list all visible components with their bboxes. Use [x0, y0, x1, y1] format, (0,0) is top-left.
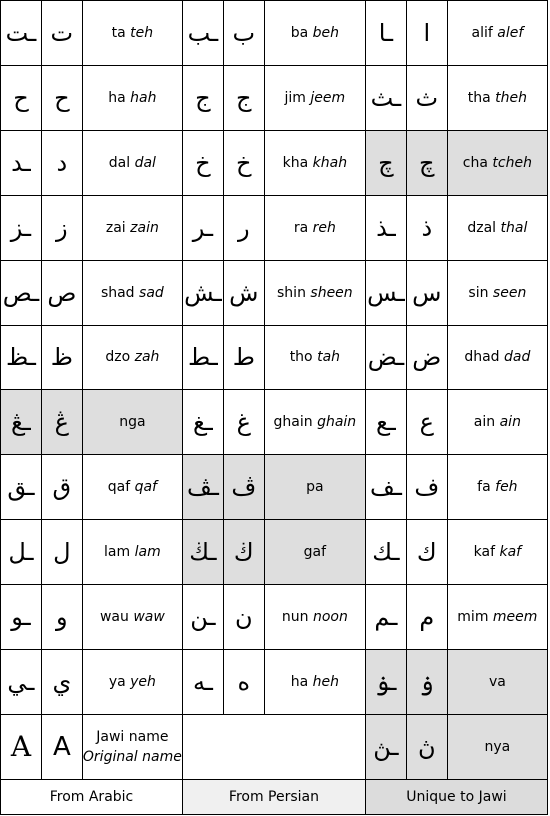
original-name: kaf	[499, 544, 522, 561]
original-name: khah	[312, 154, 348, 171]
original-name: waw	[133, 609, 165, 626]
letter-isolated-form: ه	[223, 650, 264, 715]
legend-row	[1, 714, 548, 779]
original-name: seen	[492, 284, 527, 301]
letter-name-cell	[447, 65, 547, 130]
letter-name-cell	[82, 455, 182, 520]
table-row	[1, 650, 548, 715]
table-body	[1, 1, 548, 780]
legend-jawi-name: Jawi name	[96, 728, 169, 745]
original-name: tcheh	[492, 154, 532, 171]
legend-names	[82, 714, 182, 779]
jawi-name: ha	[108, 89, 126, 106]
letter-isolated-form: ڬ	[223, 520, 264, 585]
letter-isolated-right: ج	[182, 65, 223, 130]
jawi-name: qaf	[107, 479, 131, 496]
table-row	[1, 325, 548, 390]
original-name: jeem	[310, 89, 346, 106]
letter-isolated-form: ر	[223, 195, 264, 260]
letter-isolated-right: ـا	[365, 1, 406, 66]
letter-isolated-form: ل	[41, 520, 82, 585]
letter-name-cell	[447, 714, 547, 779]
jawi-name: shad	[100, 284, 135, 301]
letter-isolated-form: ي	[41, 650, 82, 715]
letter-isolated-form: ق	[41, 455, 82, 520]
original-name: sad	[139, 284, 164, 301]
original-name: teh	[130, 24, 154, 41]
letter-isolated-form: س	[406, 260, 447, 325]
footer-row	[1, 780, 548, 815]
letter-isolated-right: ـن	[182, 585, 223, 650]
table-row	[1, 260, 548, 325]
original-name: zain	[130, 219, 159, 236]
original-name: tah	[317, 349, 341, 366]
letter-isolated-form: ك	[406, 520, 447, 585]
letter-isolated-right: ـر	[182, 195, 223, 260]
letter-name-cell	[264, 585, 365, 650]
jawi-name: lam	[104, 544, 131, 561]
letter-isolated-right: ـڠ	[1, 390, 42, 455]
letter-isolated-right: ـس	[365, 260, 406, 325]
footer-unique-to-jawi: Unique to Jawi	[365, 780, 547, 815]
original-name: noon	[312, 609, 348, 626]
letter-isolated-form: ڽ	[406, 714, 447, 779]
letter-name-cell	[447, 325, 547, 390]
letter-isolated-form: ح	[41, 65, 82, 130]
letter-isolated-right: ـه	[182, 650, 223, 715]
letter-isolated-right: ـض	[365, 325, 406, 390]
jawi-name: nya	[484, 738, 511, 755]
letter-name-cell	[82, 260, 182, 325]
original-name: feh	[495, 479, 518, 496]
letter-name-cell	[447, 520, 547, 585]
jawi-name: nga	[119, 414, 146, 431]
letter-name-cell	[264, 520, 365, 585]
jawi-name: shin	[277, 284, 306, 301]
letter-name-cell	[264, 130, 365, 195]
original-name: sheen	[310, 284, 353, 301]
letter-isolated-form: ت	[41, 1, 82, 66]
table-row	[1, 520, 548, 585]
jawi-name: alif	[471, 24, 493, 41]
letter-isolated-form: ف	[406, 455, 447, 520]
jawi-name: sin	[468, 284, 489, 301]
jawi-name: mim	[457, 609, 489, 626]
jawi-name: ba	[290, 24, 309, 41]
letter-isolated-form: ڤ	[223, 455, 264, 520]
original-name: ain	[499, 414, 521, 431]
original-name: lam	[134, 544, 161, 561]
letter-name-cell	[264, 65, 365, 130]
letter-isolated-form: ڠ	[41, 390, 82, 455]
letter-isolated-right: ـظ	[1, 325, 42, 390]
jawi-name: tho	[289, 349, 313, 366]
table-row	[1, 390, 548, 455]
letter-isolated-form: و	[41, 585, 82, 650]
letter-isolated-right: ـڽ	[365, 714, 406, 779]
letter-isolated-form: ط	[223, 325, 264, 390]
letter-name-cell	[447, 130, 547, 195]
letter-isolated-form: غ	[223, 390, 264, 455]
letter-isolated-right: ـم	[365, 585, 406, 650]
original-name: theh	[495, 89, 527, 106]
jawi-name: va	[488, 674, 506, 691]
original-name: beh	[312, 24, 339, 41]
letter-isolated-right: ـط	[182, 325, 223, 390]
letter-isolated-right: ـع	[365, 390, 406, 455]
letter-name-cell	[264, 325, 365, 390]
letter-isolated-form: ض	[406, 325, 447, 390]
letter-isolated-right: ـو	[1, 585, 42, 650]
letter-isolated-right: ـك	[365, 520, 406, 585]
original-name: qaf	[134, 479, 157, 496]
jawi-name: ain	[473, 414, 496, 431]
original-name: meem	[492, 609, 538, 626]
original-name: zah	[134, 349, 160, 366]
jawi-name: wau	[99, 609, 129, 626]
original-name: ghain	[317, 414, 357, 431]
letter-isolated-form: ا	[406, 1, 447, 66]
letter-isolated-right: خ	[182, 130, 223, 195]
letter-isolated-form: م	[406, 585, 447, 650]
original-name: dal	[134, 154, 156, 171]
letter-isolated-right: ـد	[1, 130, 42, 195]
letter-isolated-form: ص	[41, 260, 82, 325]
jawi-name: dal	[108, 154, 131, 171]
letter-isolated-right: ـف	[365, 455, 406, 520]
letter-name-cell	[264, 195, 365, 260]
original-name: yeh	[130, 674, 156, 691]
letter-name-cell	[264, 650, 365, 715]
letter-name-cell	[82, 65, 182, 130]
jawi-name: zai	[105, 219, 126, 236]
letter-name-cell	[264, 455, 365, 520]
table-row	[1, 585, 548, 650]
letter-isolated-right: ـث	[365, 65, 406, 130]
original-name: thal	[500, 219, 528, 236]
letter-isolated-right: ـي	[1, 650, 42, 715]
table-row	[1, 455, 548, 520]
table-row	[1, 65, 548, 130]
table-row	[1, 1, 548, 66]
letter-name-cell	[447, 260, 547, 325]
letter-isolated-form: ز	[41, 195, 82, 260]
letter-name-cell	[82, 130, 182, 195]
letter-isolated-form: د	[41, 130, 82, 195]
jawi-name: ha	[290, 674, 309, 691]
jawi-name: ghain	[273, 414, 313, 431]
letter-isolated-form: ج	[223, 65, 264, 130]
letter-name-cell	[447, 195, 547, 260]
jawi-name: kha	[282, 154, 309, 171]
letter-isolated-right: ـش	[182, 260, 223, 325]
jawi-name: jim	[284, 89, 306, 106]
letter-name-cell	[264, 260, 365, 325]
letter-isolated-right: ح	[1, 65, 42, 130]
jawi-name: tha	[467, 89, 491, 106]
letter-isolated-form: چ	[406, 130, 447, 195]
jawi-name: cha	[462, 154, 488, 171]
jawi-name: dzo	[105, 349, 131, 366]
letter-isolated-right: چ	[365, 130, 406, 195]
letter-isolated-right: ـب	[182, 1, 223, 66]
letter-isolated-form: ش	[223, 260, 264, 325]
letter-isolated-right: ـز	[1, 195, 42, 260]
letter-name-cell	[82, 1, 182, 66]
letter-isolated-form: ث	[406, 65, 447, 130]
letter-name-cell	[264, 1, 365, 66]
letter-name-cell	[82, 520, 182, 585]
letter-isolated-form: ن	[223, 585, 264, 650]
original-name: reh	[312, 219, 336, 236]
legend-original-name: Original name	[82, 748, 182, 765]
letter-name-cell	[264, 390, 365, 455]
letter-isolated-right: ـڤ	[182, 455, 223, 520]
jawi-name: gaf	[303, 544, 327, 561]
letter-isolated-right: ـذ	[365, 195, 406, 260]
letter-isolated-right: ـص	[1, 260, 42, 325]
letter-name-cell	[82, 390, 182, 455]
letter-name-cell	[447, 455, 547, 520]
table-row	[1, 130, 548, 195]
jawi-name: ya	[108, 674, 126, 691]
footer-from-persian: From Persian	[182, 780, 365, 815]
table-row	[1, 195, 548, 260]
letter-name-cell	[447, 585, 547, 650]
letter-isolated-right: ـق	[1, 455, 42, 520]
letter-isolated-right: ـغ	[182, 390, 223, 455]
letter-isolated-form: ب	[223, 1, 264, 66]
footer-from-arabic: From Arabic	[1, 780, 183, 815]
letter-name-cell	[82, 325, 182, 390]
legend-latin-sans: A	[41, 714, 82, 779]
letter-isolated-right: ـت	[1, 1, 42, 66]
letter-name-cell	[82, 195, 182, 260]
legend-latin-serif: A	[1, 714, 42, 779]
letter-isolated-right: ـل	[1, 520, 42, 585]
original-name: dad	[504, 349, 531, 366]
letter-isolated-right: ـۏ	[365, 650, 406, 715]
jawi-name: kaf	[473, 544, 496, 561]
jawi-name: ta	[111, 24, 126, 41]
letter-name-cell	[447, 650, 547, 715]
letter-isolated-form: ذ	[406, 195, 447, 260]
letter-isolated-form: خ	[223, 130, 264, 195]
letter-name-cell	[447, 390, 547, 455]
original-name: heh	[312, 674, 339, 691]
letter-isolated-right: ـڬ	[182, 520, 223, 585]
letter-name-cell	[82, 585, 182, 650]
original-name: alef	[497, 24, 524, 41]
letter-isolated-form: ۏ	[406, 650, 447, 715]
jawi-name: nun	[281, 609, 309, 626]
letter-isolated-form: ظ	[41, 325, 82, 390]
jawi-name: pa	[306, 479, 324, 496]
jawi-name: dhad	[464, 349, 500, 366]
letter-isolated-form: ع	[406, 390, 447, 455]
letter-name-cell	[82, 650, 182, 715]
original-name: hah	[130, 89, 157, 106]
letter-name-cell	[447, 1, 547, 66]
jawi-name: ra	[293, 219, 309, 236]
empty-cell	[182, 714, 365, 779]
jawi-name: fa	[477, 479, 491, 496]
jawi-name: dzal	[467, 219, 497, 236]
